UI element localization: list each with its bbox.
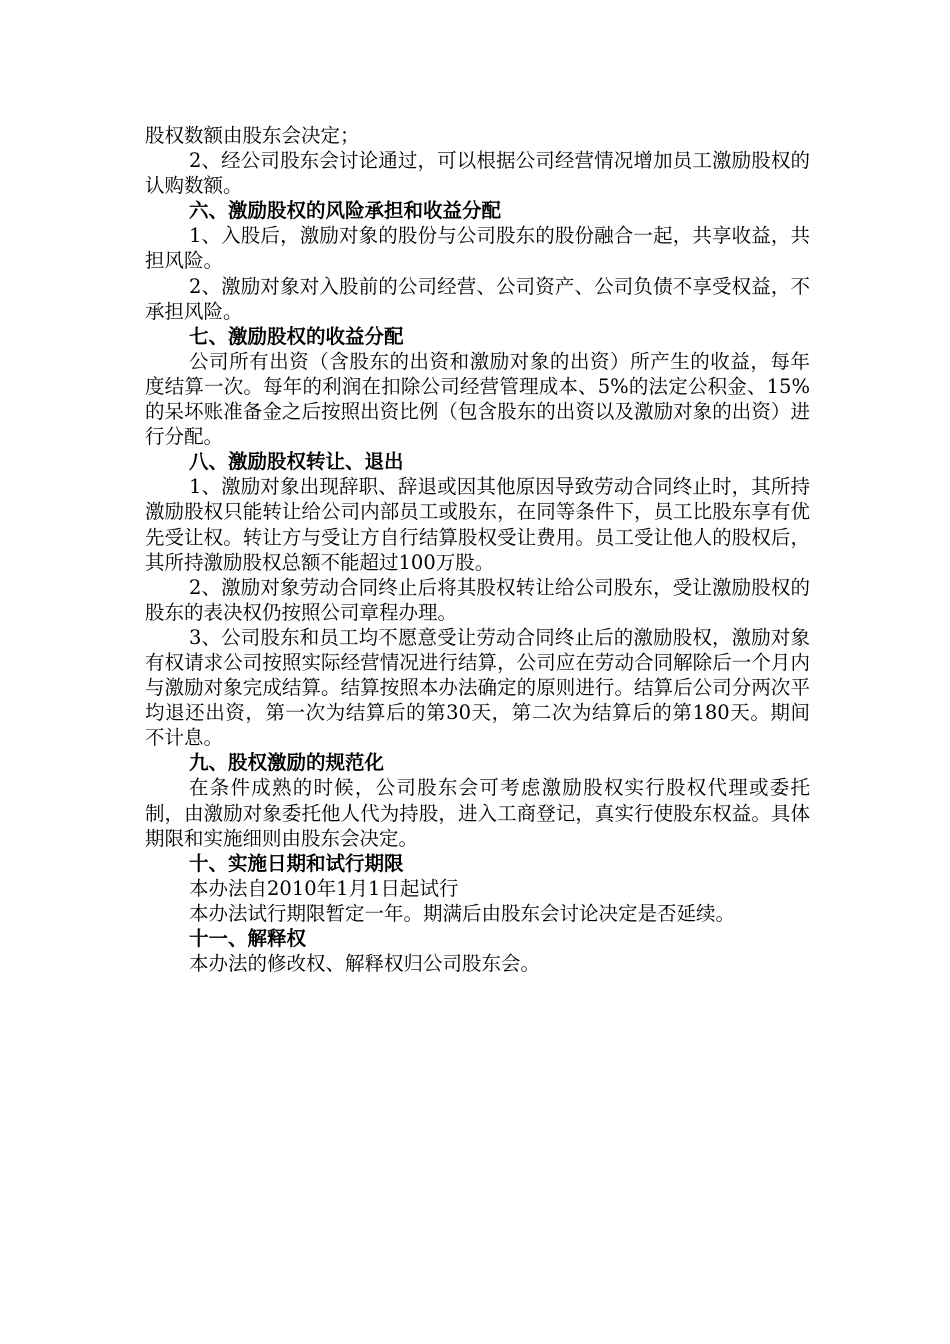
document-body (145, 123, 810, 976)
paragraph: 股权数额由股东会决定； (145, 124, 360, 147)
section-heading: 九、股权激励的规范化 (189, 751, 385, 775)
paragraph: 2、激励对象劳动合同终止后将其股权转让给公司股东，受让激励股权的股东的表决权仍按照公司章程办理。 (145, 575, 810, 624)
paragraph: 2、激励对象对入股前的公司经营、公司资产、公司负债不享受权益，不承担风险。 (145, 274, 810, 323)
section-heading: 十、实施日期和试行期限 (189, 851, 404, 875)
paragraph: 2、经公司股东会讨论通过，可以根据公司经营情况增加员工激励股权的认购数额。 (145, 149, 810, 198)
section-heading: 六、激励股权的风险承担和收益分配 (189, 199, 502, 223)
section-heading: 十一、解释权 (189, 927, 307, 950)
paragraph: 1、激励对象出现辞职、辞退或因其他原因导致劳动合同终止时，其所持激励股权只能转让给公司内部员工或股东，在同等条件下，员工比股东享有优先受让权。转让方与受让方自行结算股权受让费用。员工受让他人的股权后，其所持激励股权总额不能超过100万股。 (145, 475, 810, 574)
paragraph: 在条件成熟的时候，公司股东会可考虑激励股权实行股权代理或委托制，由激励对象委托他人代为持股，进入工商登记，真实行使股东权益。具体期限和实施细则由股东会决定。 (145, 776, 810, 850)
paragraph: 1、入股后，激励对象的股份与公司股东的股份融合一起，共享收益，共担风险。 (145, 224, 810, 273)
paragraph: 本办法试行期限暂定一年。期满后由股东会讨论决定是否延续。 (189, 901, 736, 925)
paragraph: 本办法自2010年1月1日起试行 (189, 876, 459, 900)
section-heading: 七、激励股权的收益分配 (189, 324, 404, 348)
paragraph: 公司所有出资（含股东的出资和激励对象的出资）所产生的收益，每年度结算一次。每年的利润在扣除公司经营管理成本、5%的法定公积金、15%的呆坏账准备金之后按照出资比例（包含股东的出资以及激励对象的出资）进行分配。 (145, 349, 810, 449)
paragraph: 本办法的修改权、解释权归公司股东会。 (189, 952, 541, 976)
section-heading: 八、激励股权转让、退出 (189, 450, 404, 474)
paragraph: 3、公司股东和员工均不愿意受让劳动合同终止后的激励股权，激励对象有权请求公司按照实际经营情况进行结算，公司应在劳动合同解除后一个月内与激励对象完成结算。结算按照本办法确定的原则进行。结算后公司分两次平均退还出资，第一次为结算后的第30天，第二次为结算后的第180天。期间不计息。 (145, 625, 810, 750)
